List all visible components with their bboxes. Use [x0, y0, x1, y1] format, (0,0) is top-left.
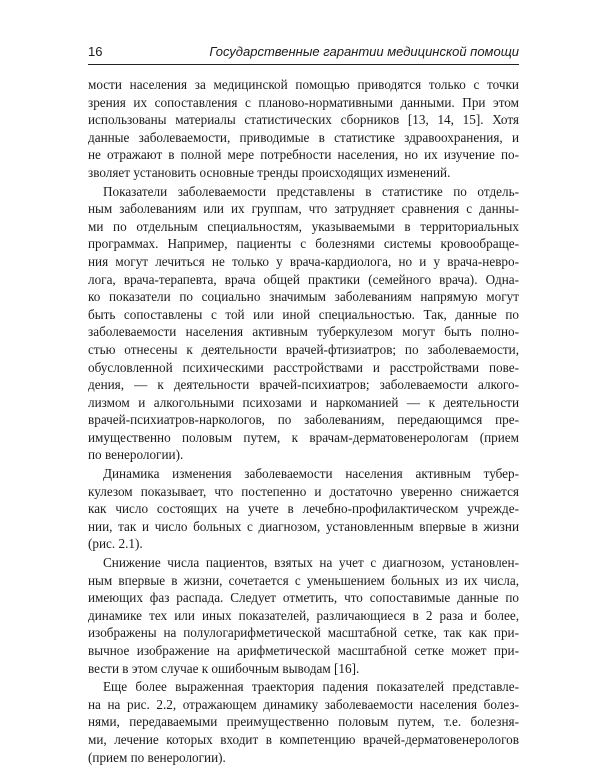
- text-line: ко показатели по социально значимым заболеваниям напрямую могут: [88, 289, 519, 305]
- text-line: нии, так и число больных с диагнозом, установленным впервые в жизни: [88, 518, 519, 534]
- paragraph: [88, 183, 519, 465]
- text-line: ми, лечение которых входит в компетенцию врачей-дерматовенерологов: [88, 731, 519, 747]
- text-line: динамике тех или иных показателей, различающиеся в 2 раза и более,: [88, 607, 519, 623]
- text-line: стью отнесены к деятельности врачей-фтизиатров; по заболеваемости,: [88, 341, 519, 357]
- text-line: использованы материалы статистических сборников [13, 14, 15]. Хотя: [88, 112, 519, 128]
- text-line: лизмом и алкогольными психозами и наркоманией — к деятельности: [88, 394, 519, 410]
- text-line: ным заболеваниям или их группам, что затрудняет сравнения с данны-: [88, 201, 519, 217]
- paragraph: [88, 76, 519, 182]
- text-line: ным впервые в жизни, сочетается с уменьшением больных из их числа,: [88, 572, 519, 588]
- paragraph: [88, 465, 519, 553]
- text-line: не отражают в полной мере потребности населения, но их изучение по-: [88, 147, 519, 163]
- text-line: как число состоящих на учете в лечебно-профилактическом учрежде-: [88, 501, 519, 517]
- text-line: зрения их сопоставления с планово-нормативными данными. При этом: [88, 94, 519, 110]
- text-line: вычное изображение на арифметической масштабной сетке может при-: [88, 643, 519, 658]
- text-line: ми по отдельным специальностям, указываемыми в территориальных: [88, 218, 519, 234]
- page-number: 16: [88, 44, 103, 59]
- text-line: зволяет установить основные тренды происходящих изменений.: [88, 164, 451, 180]
- text-line: заболеваемости населения активным туберкулезом могут быть полно-: [88, 324, 519, 340]
- text-line: обусловленной психическими расстройствами и расстройствами пове-: [88, 359, 519, 375]
- running-title: Государственные гарантии медицинской помощи: [209, 44, 519, 59]
- text-line: лога, врача-терапевта, врача общей практики (семейного врача). Одна-: [88, 271, 519, 287]
- text-line: имущественно половым путем, к врачам-дерматовенерологам (прием: [88, 429, 519, 445]
- text-line: быть сопоставлены с той или иной специальностью. Так, данные по: [88, 306, 519, 322]
- text-line: изображены на полулогарифметической масштабной сетке, так как при-: [88, 625, 519, 641]
- text-line: дения, — к деятельности врачей-психиатров; заболеваемости алкого-: [88, 377, 519, 393]
- text-line: данные заболеваемости, приводимые в статистике здравоохранения, и: [88, 129, 519, 145]
- text-line: мости населения за медицинской помощью приводятся только с точки: [88, 77, 519, 92]
- text-line: ния могут лечиться не только у врача-кардиолога, но и у врача-невро-: [88, 253, 519, 269]
- text-line: программах. Например, пациенты с болезнями системы кровообраще-: [88, 236, 519, 252]
- text-line: нями, передаваемыми преимущественно половым путем, т.е. болезня-: [88, 714, 519, 730]
- running-header: [88, 40, 519, 65]
- text-line: (рис. 2.1).: [88, 536, 143, 552]
- paragraph: [88, 554, 519, 677]
- body-text: [88, 76, 519, 767]
- text-line: (прием по венерологии).: [88, 749, 226, 765]
- text-line: Снижение числа пациентов, взятых на учет с диагнозом, установлен-: [103, 555, 519, 571]
- text-line: на на рис. 2.2, отражающем динамику заболеваемости населения болез-: [88, 696, 519, 712]
- text-line: Динамика изменения заболеваемости населения активным тубер-: [103, 466, 519, 482]
- paragraph: [88, 678, 519, 766]
- text-line: вести в этом случае к ошибочным выводам [16].: [88, 660, 360, 676]
- text-line: Показатели заболеваемости представлены в статистике по отдель-: [103, 183, 519, 199]
- text-line: имеющих фаз распада. Следует отметить, что сопоставимые данные по: [88, 590, 519, 606]
- text-line: кулезом показывает, что постепенно и достаточно уверенно снижается: [88, 483, 519, 499]
- text-line: по венерологии).: [88, 447, 184, 463]
- text-line: врачей-психиатров-наркологов, по заболеваниям, передающимся пре-: [88, 412, 519, 428]
- text-line: Еще более выраженная траектория падения показателей представле-: [103, 679, 519, 695]
